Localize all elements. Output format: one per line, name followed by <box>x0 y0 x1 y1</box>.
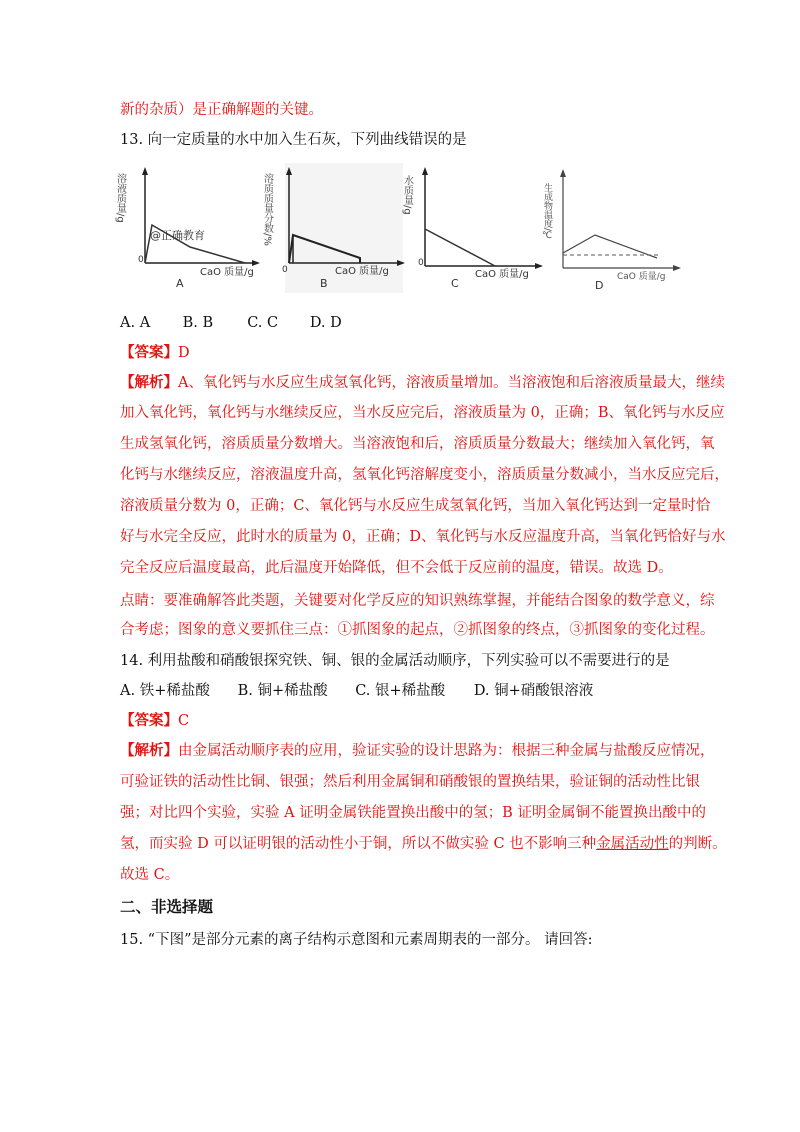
q13-analysis-line-5: 溶液质量分数为 0，正确；C、氧化钙与水反应生成氢氧化钙，当加入氧化钙达到一定量时恰 <box>120 498 711 514</box>
q13-option-a: A. A <box>120 315 151 331</box>
figure-c-graph <box>401 163 545 293</box>
q13-figures <box>114 163 690 298</box>
figure-a <box>114 163 260 297</box>
section-heading: 二、非选择题 <box>120 898 214 916</box>
q13-option-b: B. B <box>182 315 214 331</box>
figure-b-ylabel: 溶质质量分数/% <box>261 173 273 246</box>
q14-stem: 14. 利用盐酸和硝酸银探究铁、铜、银的金属活动顺序，下列实验可以不需要进行的是 <box>120 653 670 669</box>
figure-a-graph <box>114 163 260 293</box>
figure-d <box>542 163 685 297</box>
figure-b-xlabel: CaO 质量/g <box>335 266 389 277</box>
q14-options <box>120 681 593 701</box>
figure-d-graph <box>542 163 685 293</box>
q14-underlined-term: 金属活动性 <box>596 836 669 852</box>
q13-tip-line-1: 点睛：要准确解答此类题，关键要对化学反应的知识熟练掌握，并能结合图象的数学意义，综 <box>120 593 715 609</box>
q14-option-d: D. 铜+硝酸银溶液 <box>473 683 594 699</box>
q13-analysis-line-2: 加入氧化钙，氧化钙与水继续反应，当水反应完后，溶液质量为 0，正确；B、氧化钙与水反应 <box>120 405 725 421</box>
figure-a-xlabel: CaO 质量/g <box>200 267 254 278</box>
q14-option-c: C. 银+稀盐酸 <box>355 683 446 699</box>
q13-analysis-line-6: 好与水完全反应，此时水的质量为 0，正确；D、氧化钙与水反应温度升高，当氧化钙恰好与水 <box>120 529 726 545</box>
q14-analysis-line-4: 氢，而实验 D 可以证明银的活动性小于铜，所以不做实验 C 也不影响三种金属活动性的判断。 <box>120 836 727 852</box>
q13-option-c: C. C <box>247 315 279 331</box>
q13-analysis-line-7: 完全反应后温度最高，此后温度开始降低，但不会低于反应前的温度，错误。故选 D。 <box>120 560 673 576</box>
q13-stem: 13. 向一定质量的水中加入生石灰，下列曲线错误的是 <box>120 132 467 148</box>
figure-b-origin: 0 <box>282 265 288 275</box>
q14-option-b: B. 铜+稀盐酸 <box>237 683 328 699</box>
figure-b <box>261 163 405 297</box>
figure-d-ylabel: 生成物温度/℃ <box>542 183 552 242</box>
figure-b-graph <box>261 163 405 293</box>
q13-options <box>120 313 342 333</box>
q13-analysis-line-1: 【解析】A、氧化钙与水反应生成氢氧化钙，溶液质量增加。当溶液饱和后溶液质量最大，继续 <box>120 374 725 391</box>
figure-b-letter: B <box>320 277 328 290</box>
q13-analysis-line-4: 化钙与水继续反应，溶液温度升高，氢氧化钙溶解度变小，溶质质量分数减小，当水反应完后， <box>120 467 729 483</box>
q13-option-d: D. D <box>309 315 342 331</box>
q13-tip-line-2: 合考虑；图象的意义要抓住三点：①抓图象的起点，②抓图象的终点，③抓图象的变化过程。 <box>120 622 715 638</box>
figure-a-watermark: @正确教育 <box>150 229 205 242</box>
figure-a-letter: A <box>176 277 184 290</box>
figure-a-origin: 0 <box>138 255 144 265</box>
figure-d-xlabel: CaO 质量/g <box>617 272 666 282</box>
q13-analysis-line-3: 生成氢氧化钙，溶质质量分数增大。当溶液饱和后，溶质质量分数最大；继续加入氧化钙，氧 <box>120 436 715 452</box>
figure-a-ylabel: 溶液质量/g <box>114 173 126 223</box>
figure-d-letter: D <box>595 279 604 292</box>
q14-analysis-line-1: 【解析】由金属活动顺序表的应用，验证实验的设计思路为：根据三种金属与盐酸反应情况， <box>120 742 715 759</box>
figure-c-letter: C <box>451 277 459 290</box>
q14-analysis-line-2: 可验证铁的活动性比铜、银强；然后利用金属铜和硝酸银的置换结果，验证铜的活动性比银 <box>120 774 700 790</box>
figure-c-ylabel: 水质量/g <box>401 175 413 215</box>
q13-answer: 【答案】D <box>120 344 190 361</box>
figure-c <box>401 163 545 297</box>
figure-c-xlabel: CaO 质量/g <box>475 269 529 280</box>
q14-option-a: A. 铁+稀盐酸 <box>120 683 210 699</box>
q14-answer: 【答案】C <box>120 712 190 729</box>
figure-c-origin: 0 <box>418 258 424 268</box>
q14-analysis-line-3: 强；对比四个实验，实验 A 证明金属铁能置换出酸中的氢；B 证明金属铜不能置换出酸中的 <box>120 805 706 821</box>
q15-stem: 15. “下图”是部分元素的离子结构示意图和元素周期表的一部分。 请回答: <box>120 932 593 948</box>
intro-tail: 新的杂质）是正确解题的关键。 <box>120 102 323 118</box>
q14-last-line: 故选 C。 <box>120 867 180 883</box>
